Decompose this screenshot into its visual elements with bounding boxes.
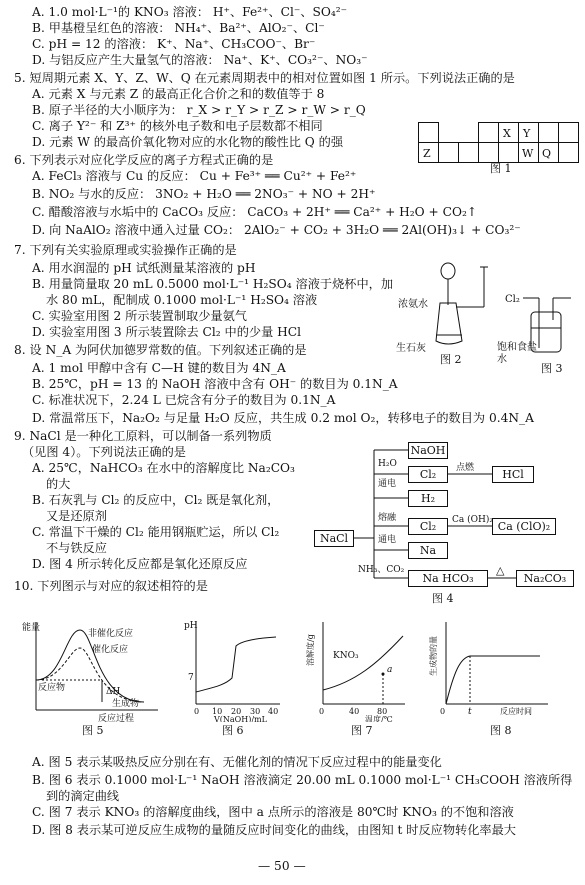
svg-text:Ca (OH)₂: Ca (OH)₂	[452, 515, 493, 525]
text-line: C. 图 7 表示 KNO₃ 的溶解度曲线，图中 a 点所示的溶液是 80℃时 KNO₃ 的不饱和溶液	[32, 805, 514, 819]
figure-7	[305, 618, 415, 736]
text-line: A. FeCl₃ 溶液与 Cu 的反应： Cu + Fe³⁺ ══ Cu²⁺ + Fe²⁺	[32, 169, 357, 183]
node-caclo2: Ca (ClO)₂	[492, 518, 556, 535]
svg-text:通电: 通电	[378, 535, 397, 545]
svg-text:点燃: 点燃	[456, 463, 475, 473]
figure-8-chart	[428, 618, 568, 722]
figure-5-caption: 图 5	[82, 724, 104, 737]
svg-text:反应物: 反应物	[38, 683, 66, 693]
node-h2: H₂	[408, 490, 448, 507]
svg-text:40: 40	[349, 707, 360, 716]
svg-text:0: 0	[440, 707, 446, 716]
svg-text:△: △	[496, 564, 505, 577]
text-line: A. 25℃，NaHCO₃ 在水中的溶解度比 Na₂CO₃	[32, 461, 295, 475]
svg-text:反应时间: 反应时间	[500, 707, 532, 716]
svg-text:H₂O: H₂O	[378, 459, 397, 469]
svg-text:20: 20	[231, 707, 242, 716]
cell-x: X	[503, 127, 511, 140]
text-line: 7. 下列有关实验原理或实验操作正确的是	[14, 243, 237, 257]
text-line: 到的滴定曲线	[46, 789, 120, 803]
svg-text:通电: 通电	[378, 479, 397, 489]
figure-2	[396, 255, 496, 365]
text-line: 又是还原剂	[46, 509, 107, 523]
svg-text:V(NaOH)/mL: V(NaOH)/mL	[214, 715, 267, 722]
figure-3-caption: 图 3	[541, 362, 563, 375]
text-line: 8. 设 N_A 为阿伏加德罗常数的值。下列叙述正确的是	[14, 343, 307, 357]
svg-text:KNO₃: KNO₃	[333, 651, 359, 661]
text-line: 的大	[46, 477, 71, 491]
svg-text:温度/℃: 温度/℃	[365, 715, 393, 722]
figure-4-caption: 图 4	[432, 592, 454, 605]
text-line: D. 图 8 表示某可逆反应生成物的量随反应时间变化的曲线，由图知 t 时反应物转化率最大	[32, 823, 516, 837]
figure-2-caption: 图 2	[440, 353, 462, 366]
svg-text:生成物: 生成物	[112, 699, 140, 709]
figure-8-caption: 图 8	[490, 724, 512, 737]
node-nacl: NaCl	[314, 530, 354, 547]
figure-5-chart	[22, 618, 162, 722]
text-line: 不与铁反应	[46, 541, 107, 555]
text-line: D. 常温常压下，Na₂O₂ 与足量 H₂O 反应，共生成 0.2 mol O₂，转移电子的数目为 0.4N_A	[32, 411, 534, 425]
text-line: D. 实验室用图 3 所示装置除去 Cl₂ 中的少量 HCl	[32, 325, 301, 339]
text-line: B. NO₂ 与水的反应： 3NO₂ + H₂O ══ 2NO₃⁻ + NO + 2H⁺	[32, 187, 376, 201]
label-cl2: Cl₂	[505, 294, 520, 305]
cell-q: Q	[542, 147, 552, 160]
text-line: A. 1.0 mol·L⁻¹的 KNO₃ 溶液： H⁺、Fe²⁺、Cl⁻、SO₄²⁻	[32, 5, 348, 19]
svg-text:熔融: 熔融	[378, 513, 397, 523]
figure-1-caption: 图 1	[490, 162, 512, 175]
node-cl2-a: Cl₂	[408, 466, 448, 483]
text-line: C. pH = 12 的溶液： K⁺、Na⁺、CH₃COO⁻、Br⁻	[32, 37, 316, 51]
svg-text:生成物的量: 生成物的量	[429, 636, 438, 676]
figure-7-caption: 图 7	[351, 724, 373, 737]
label-ammonia: 浓氨水	[398, 299, 428, 310]
figure-6-caption: 图 6	[222, 724, 244, 737]
svg-text:40: 40	[268, 707, 279, 716]
text-line: A. 用水润湿的 pH 试纸测量某溶液的 pH	[32, 261, 256, 275]
text-line: 水 80 mL，配制成 0.1000 mol·L⁻¹ H₂SO₄ 溶液	[46, 293, 318, 307]
text-line: D. 向 NaAlO₂ 溶液中通入过量 CO₂： 2AlO₂⁻ + CO₂ + 3H₂O ══ 2Al(OH)₃↓ + CO₃²⁻	[32, 223, 521, 237]
cell-y: Y	[523, 127, 531, 140]
label-brine: 饱和食盐水	[497, 342, 537, 365]
text-line: D. 元素 W 的最高价氧化物对应的水化物的酸性比 Q 的强	[32, 135, 344, 149]
text-line: A. 1 mol 甲醇中含有 C—H 键的数目为 4N_A	[32, 361, 286, 375]
text-line: C. 标准状况下，2.24 L 已烷含有分子的数目为 0.1N_A	[32, 393, 336, 407]
cell-w: W	[522, 147, 534, 160]
text-line: D. 图 4 所示转化反应都是氧化还原反应	[32, 557, 248, 571]
svg-text:a: a	[387, 665, 393, 675]
svg-text:非催化反应: 非催化反应	[88, 629, 134, 639]
node-na: Na	[408, 542, 448, 559]
svg-text:催化反应: 催化反应	[92, 645, 129, 655]
text-line: C. 常温下干燥的 Cl₂ 能用钢瓶贮运，所以 Cl₂	[32, 525, 280, 539]
figure-3	[497, 290, 585, 375]
figure-4	[312, 440, 582, 605]
text-line: 6. 下列表示对应化学反应的离子方程式正确的是	[14, 153, 274, 167]
text-line: 5. 短周期元素 X、Y、Z、W、Q 在元素周期表中的相对位置如图 1 所示。下列说法正确的是	[14, 71, 515, 85]
figure-6	[180, 618, 290, 736]
text-line: C. 实验室用图 2 所示装置制取少量氨气	[32, 309, 247, 323]
text-line: D. 与铝反应产生大量氢气的溶液： Na⁺、K⁺、CO₃²⁻、NO₃⁻	[32, 53, 368, 67]
svg-text:t: t	[468, 707, 472, 717]
svg-text:30: 30	[250, 707, 261, 716]
text-line: B. 甲基橙呈红色的溶液： NH₄⁺、Ba²⁺、AlO₂⁻、Cl⁻	[32, 21, 325, 35]
svg-text:0: 0	[194, 707, 200, 716]
text-line: （见图 4）。下列说法正确的是	[22, 445, 186, 459]
text-line: B. 原子半径的大小顺序为： r_X > r_Y > r_Z > r_W > r_Q	[32, 103, 366, 117]
figure-2-apparatus	[396, 255, 496, 355]
figure-4-arrows	[312, 440, 582, 590]
page-number: — 50 —	[258, 859, 306, 873]
text-line: 10. 下列图示与对应的叙述相符的是	[14, 579, 208, 593]
text-line: C. 醋酸溶液与水垢中的 CaCO₃ 反应： CaCO₃ + 2H⁺ ══ Ca²⁺ + H₂O + CO₂↑	[32, 205, 478, 219]
text-line: C. 离子 Y²⁻ 和 Z³⁺ 的核外电子数和电子层数都不相同	[32, 119, 323, 133]
svg-text:0: 0	[319, 707, 325, 716]
text-line: 9. NaCl 是一种化工原料，可以制备一系列物质	[14, 429, 272, 443]
svg-text:能量: 能量	[22, 623, 41, 633]
svg-text:ΔH: ΔH	[106, 687, 121, 697]
node-cl2-b: Cl₂	[408, 518, 448, 535]
node-hcl: HCl	[492, 466, 534, 483]
figure-5	[22, 618, 162, 736]
figure-1	[418, 122, 580, 175]
svg-text:反应过程: 反应过程	[98, 714, 135, 722]
svg-text:溶解度/g: 溶解度/g	[306, 634, 315, 666]
text-line: B. 石灰乳与 Cl₂ 的反应中，Cl₂ 既是氧化剂，	[32, 493, 280, 507]
text-line: B. 25℃，pH = 13 的 NaOH 溶液中含有 OH⁻ 的数目为 0.1N_A	[32, 377, 398, 391]
svg-text:NH₃、CO₂: NH₃、CO₂	[358, 565, 405, 575]
svg-text:80: 80	[377, 707, 388, 716]
svg-text:7: 7	[188, 673, 194, 683]
text-line: A. 元素 X 与元素 Z 的最高正化合价之和的数值等于 8	[32, 87, 325, 101]
figure-7-chart	[305, 618, 415, 722]
node-nahco3: Na HCO₃	[408, 570, 488, 587]
node-na2co3: Na₂CO₃	[516, 570, 574, 587]
text-line: B. 用量筒量取 20 mL 0.5000 mol·L⁻¹ H₂SO₄ 溶液于烧杯中，加	[32, 277, 394, 291]
text-line: B. 图 6 表示 0.1000 mol·L⁻¹ NaOH 溶液滴定 20.00 mL 0.1000 mol·L⁻¹ CH₃COOH 溶液所得	[32, 773, 573, 787]
label-lime: 生石灰	[396, 343, 426, 354]
svg-text:10: 10	[212, 707, 223, 716]
text-line: A. 图 5 表示某吸热反应分别在有、无催化剂的情况下反应过程中的能量变化	[32, 755, 442, 769]
cell-z: Z	[423, 147, 431, 160]
figure-8	[428, 618, 568, 736]
node-naoh: NaOH	[408, 442, 448, 459]
figure-6-chart	[180, 618, 290, 722]
svg-text:pH: pH	[184, 621, 198, 631]
